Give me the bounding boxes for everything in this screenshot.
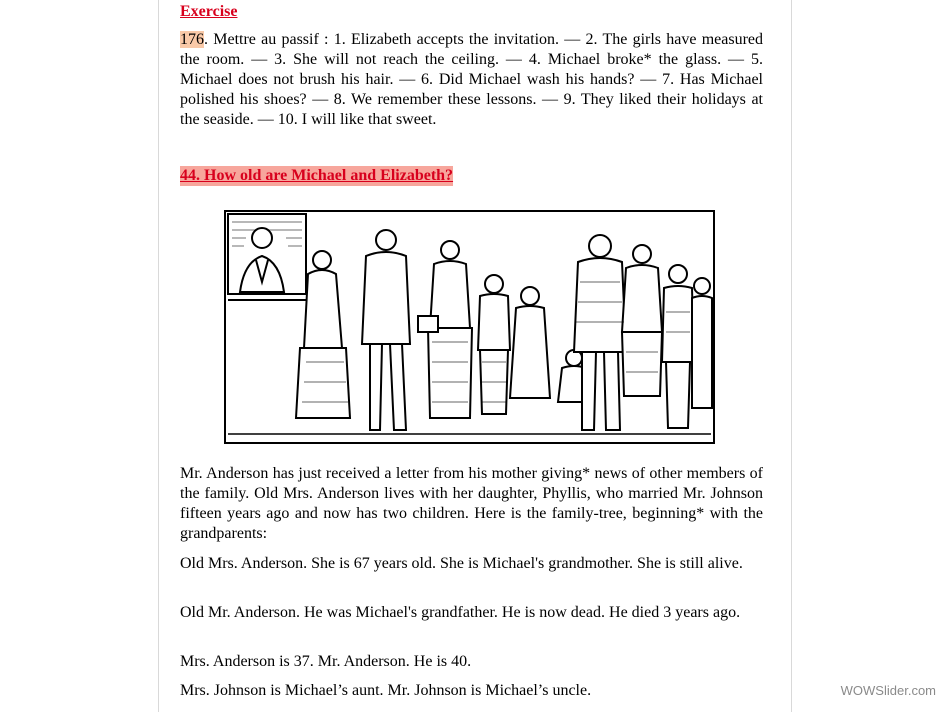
exercise-number: 176 [180, 31, 204, 48]
lesson-paragraph: Mr. Anderson has just received a letter from his mother giving* news of other members of the family. Old Mrs. Anderson lives with her daughter, Phyllis, who married Mr. Johnson fifteen years ago and now has two children. Here is the family-tree, beginning* with the grandparents: [180, 465, 763, 542]
family-line-illustration-icon [226, 212, 713, 442]
lesson-paragraph: Old Mr. Anderson. He was Michael's grandfather. He is now dead. He died 3 years ago. [180, 604, 741, 621]
exercise-text [180, 30, 763, 130]
watermark: WOWSlider.com [840, 683, 936, 698]
lesson-paragraph: Mrs. Anderson is 37. Mr. Anderson. He is 40. [180, 653, 472, 670]
lesson-paragraph: Mrs. Johnson is Michael’s aunt. Mr. Johnson is Michael’s uncle. [180, 682, 592, 699]
document-page [158, 0, 792, 712]
exercise-sentences: . Mettre au passif : 1. Elizabeth accepts the invitation. — 2. The girls have measured the room. — 3. She will not reach the ceiling. — 4. Michael broke* the glass. — 5. Michael does not brush his hair. — 6. Did Michael wash his hands? — 7. Has Michael polished his shoes? — 8. We remember these lessons. — 9. They liked their holidays at the seaside. — 10. I will like that sweet. [180, 31, 763, 128]
exercise-heading: Exercise [180, 3, 238, 20]
lesson-paragraph: Old Mrs. Anderson. She is 67 years old. She is Michael's grandmother. She is still alive. [180, 555, 743, 572]
family-illustration [224, 210, 715, 444]
lesson-heading: 44. How old are Michael and Elizabeth? [180, 167, 454, 184]
